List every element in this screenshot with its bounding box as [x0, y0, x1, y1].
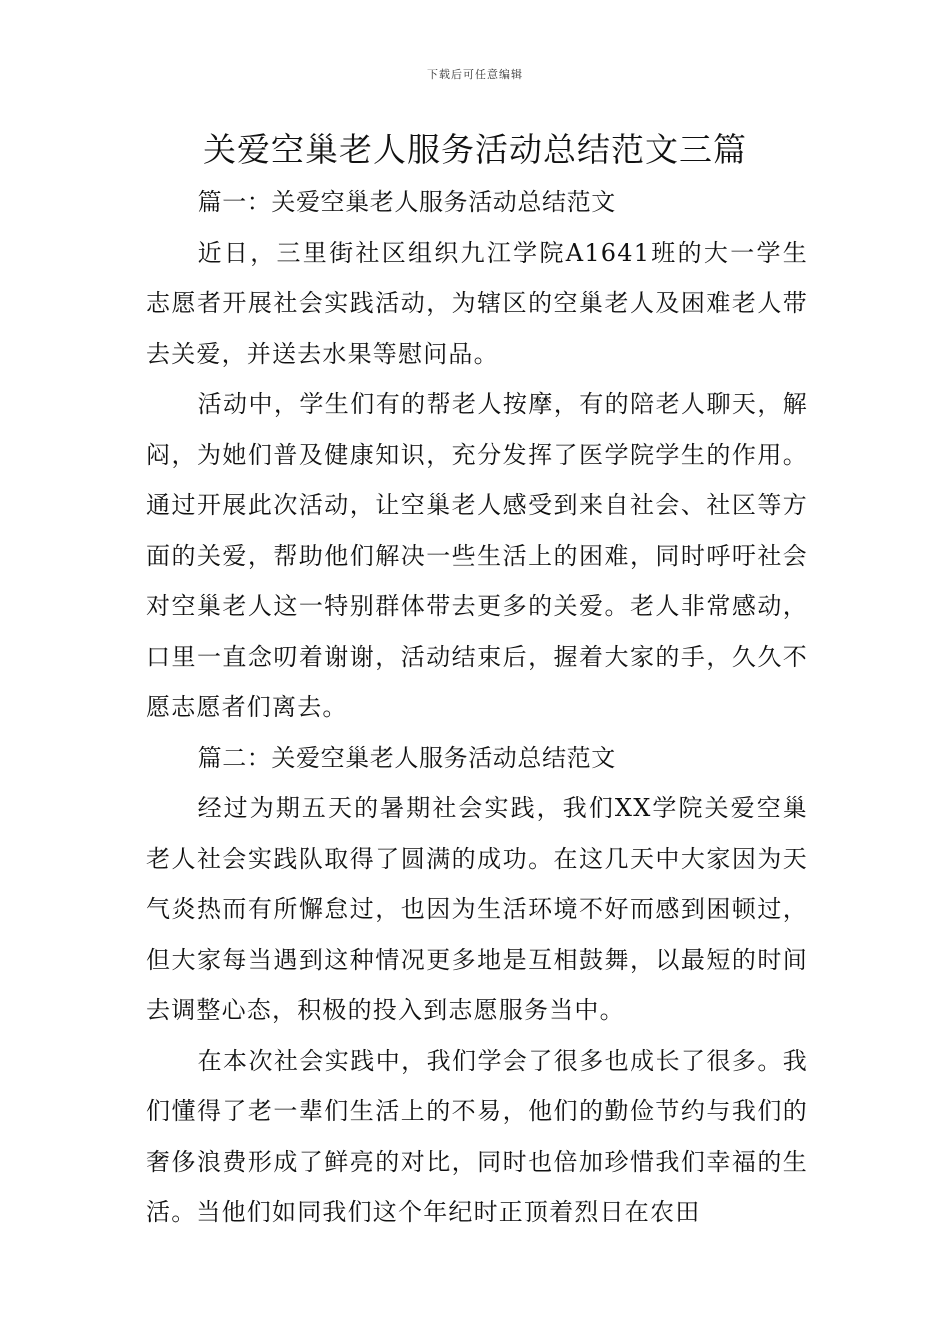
section-heading-2: 篇二：关爱空巢老人服务活动总结范文	[197, 743, 616, 772]
section-heading-1: 篇一：关爱空巢老人服务活动总结范文	[197, 188, 616, 216]
document-body	[146, 177, 808, 1238]
paragraph: 活动中，学生们有的帮老人按摩，有的陪老人聊天，解闷，为她们普及健康知识，充分发挥了医学院学生的作用。通过开展此次活动，让空巢老人感受到来自社会、社区等方面的关爱，帮助他们解决一些生活上的困难，同时呼吁社会对空巢老人这一特别群体带去更多的关爱。老人非常感动，口里一直念叨着谢谢，活动结束后，握着大家的手，久久不愿志愿者们离去。	[146, 390, 808, 721]
header-note: 下载后可任意编辑	[427, 68, 523, 81]
paragraph: 经过为期五天的暑期社会实践，我们XX学院关爱空巢老人社会实践队取得了圆满的成功。在这几天中大家因为天气炎热而有所懈怠过，也因为生活环境不好而感到困顿过，但大家每当遇到这种情况更多地是互相鼓舞，以最短的时间去调整心态，积极的投入到志愿服务当中。	[146, 794, 808, 1024]
paragraph: 在本次社会实践中，我们学会了很多也成长了很多。我们懂得了老一辈们生活上的不易，他们的勤俭节约与我们的奢侈浪费形成了鲜亮的对比，同时也倍加珍惜我们幸福的生活。当他们如同我们这个年纪时正顶着烈日在农田	[146, 1046, 808, 1226]
paragraph: 近日，三里街社区组织九江学院A1641班的大一学生志愿者开展社会实践活动，为辖区的空巢老人及困难老人带去关爱，并送去水果等慰问品。	[146, 238, 808, 368]
document-title: 关爱空巢老人服务活动总结范文三篇	[203, 130, 747, 169]
